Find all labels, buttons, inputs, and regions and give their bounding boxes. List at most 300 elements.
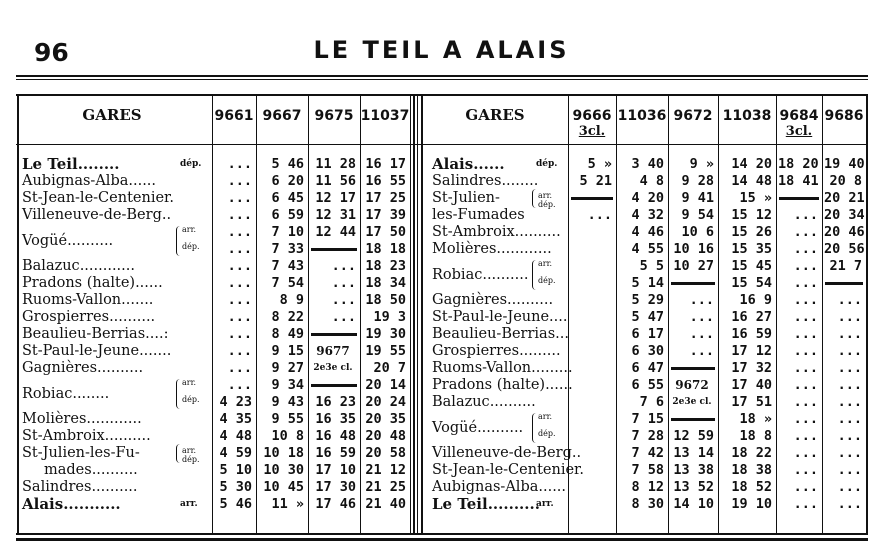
time-cell: 16 35 — [315, 411, 356, 427]
station-name — [432, 462, 584, 479]
station-row — [0, 241, 883, 258]
train-number: 9686 — [824, 108, 864, 124]
arr-dep-label: arr. — [182, 225, 197, 234]
station-name-text: Molières — [432, 241, 497, 257]
leader-dots: .......... — [482, 267, 529, 283]
time-cell: ... — [227, 343, 252, 359]
train-number: 9666 — [572, 108, 612, 124]
station-row — [0, 343, 883, 360]
station-row — [0, 190, 883, 207]
station-row — [0, 479, 883, 496]
time-cell: ... — [837, 360, 862, 376]
connection-note: 2e3e cl. — [313, 363, 353, 373]
station-name — [432, 479, 567, 496]
time-cell: 5 10 — [219, 462, 252, 478]
arr-dep-label: arr. — [180, 499, 198, 509]
leader-dots: .......... — [507, 292, 554, 308]
time-cell: ... — [837, 462, 862, 478]
time-cell: 16 23 — [315, 394, 356, 410]
station-name-text: St-Jean-le-Centenier. — [22, 190, 174, 206]
station-name-text: Pradons (halte) — [432, 377, 546, 393]
arr-dep-label: dép. — [538, 199, 556, 209]
time-cell: 5 47 — [631, 309, 664, 325]
train-number: 9672 — [673, 108, 713, 124]
time-cell: ... — [227, 377, 252, 393]
station-name — [432, 207, 560, 224]
time-cell: 7 43 — [271, 258, 304, 274]
station-name-text: Gagnières — [432, 292, 508, 308]
train-number: 11036 — [617, 108, 667, 124]
train-number-header — [308, 108, 360, 124]
station-name — [432, 343, 560, 360]
station-name-text: St-Julien-les-Fu- — [22, 445, 140, 461]
train-number: 11037 — [360, 108, 410, 124]
station-name-text: Grospierres — [432, 343, 520, 359]
time-cell: 18 34 — [365, 275, 406, 291]
station-name-text: Le Teil — [432, 495, 488, 513]
time-cell: 16 48 — [315, 428, 356, 444]
time-cell: 4 59 — [219, 445, 252, 461]
time-cell: ... — [793, 275, 818, 291]
leader-dots: .......... — [104, 428, 151, 444]
train-number-header — [568, 108, 616, 139]
time-cell: ... — [793, 224, 818, 240]
time-cell: 4 48 — [219, 428, 252, 444]
time-cell — [570, 462, 612, 479]
station-name-text: Le Teil — [22, 155, 78, 173]
station-row — [0, 309, 883, 326]
time-cell — [570, 394, 612, 411]
time-cell: 20 8 — [829, 173, 862, 189]
time-cell: 5 14 — [631, 275, 664, 291]
time-cell: 17 50 — [365, 224, 406, 240]
time-cell — [570, 479, 612, 496]
station-name-text: Grospierres — [22, 309, 110, 325]
time-cell — [570, 292, 612, 309]
time-cell: 21 40 — [365, 496, 406, 512]
station-name — [432, 360, 573, 377]
arr-dep-label: dép. — [182, 395, 200, 404]
leader-dots: .......... — [97, 360, 144, 376]
time-cell: ... — [793, 428, 818, 444]
time-cell — [570, 428, 612, 445]
time-cell: ... — [331, 292, 356, 308]
leader-dots: ........... — [63, 495, 121, 513]
time-cell: 7 28 — [631, 428, 664, 444]
leader-dots: .......... — [91, 479, 138, 495]
time-cell: 16 59 — [731, 326, 772, 342]
time-cell: 19 55 — [365, 343, 406, 359]
station-row — [0, 292, 883, 309]
train-number-header — [256, 108, 308, 124]
station-row — [0, 462, 883, 479]
gares-header: GARES — [465, 106, 525, 124]
time-cell: ... — [227, 156, 252, 172]
time-cell: ... — [793, 207, 818, 223]
leader-dots: ....: — [145, 326, 169, 342]
time-cell: 11 28 — [315, 156, 356, 172]
time-cell: 9 15 — [271, 343, 304, 359]
time-cell: 5 46 — [219, 496, 252, 512]
leader-dots: ....... — [121, 292, 154, 308]
time-cell: 7 10 — [271, 224, 304, 240]
station-name-text: St-Paul-le-Jeune. — [432, 309, 554, 325]
time-cell — [570, 343, 612, 360]
station-row — [0, 326, 883, 343]
station-name-text: Robiac — [432, 267, 483, 283]
station-name-text: St-Julien- — [432, 190, 500, 206]
arr-dep-label: dép. — [536, 159, 558, 169]
station-name — [432, 377, 573, 394]
train-number-header — [776, 108, 822, 139]
time-cell: 20 56 — [824, 241, 865, 257]
header-bottom-rule — [16, 144, 868, 145]
station-name-text: Pradons (halte) — [22, 275, 136, 291]
time-cell: 17 51 — [731, 394, 772, 410]
time-cell: 9 34 — [271, 377, 304, 393]
station-name-text: Vogüé — [432, 420, 478, 436]
time-cell: 21 12 — [365, 462, 406, 478]
time-cell: 5 21 — [579, 173, 612, 189]
time-cell — [570, 224, 612, 241]
station-name-text: St-Paul-le-Jeune — [22, 343, 140, 359]
time-cell: 8 49 — [271, 326, 304, 342]
time-cell — [570, 496, 612, 513]
time-cell: 4 8 — [639, 173, 664, 189]
train-number-header — [668, 108, 718, 124]
station-name-text: Alais — [22, 495, 64, 513]
connection-note: 9677 — [316, 344, 350, 358]
station-name — [432, 241, 560, 258]
time-cell: 20 14 — [365, 377, 406, 393]
brace — [532, 189, 537, 208]
station-name-text: Robiac — [22, 386, 73, 402]
leader-dots: .......... — [67, 233, 114, 249]
time-cell: ... — [837, 343, 862, 359]
time-cell: 20 46 — [824, 224, 865, 240]
station-name-text: Beaulieu-Berrias — [432, 326, 556, 342]
arr-dep-label: arr. — [182, 446, 197, 455]
no-service-bar — [671, 367, 715, 370]
time-cell: 10 16 — [673, 241, 714, 257]
time-cell: 15 45 — [731, 258, 772, 274]
time-cell: 10 27 — [673, 258, 714, 274]
station-name — [432, 394, 560, 411]
time-cell: 5 29 — [631, 292, 664, 308]
time-cell: ... — [793, 309, 818, 325]
time-cell: ... — [227, 241, 252, 257]
class-label: 3cl. — [785, 124, 813, 139]
time-cell: 6 30 — [631, 343, 664, 359]
time-cell: 4 55 — [631, 241, 664, 257]
station-name-text: St-Jean-le-Centenier. — [432, 462, 584, 478]
time-cell — [570, 275, 612, 292]
time-cell — [570, 326, 612, 343]
time-cell: 14 10 — [673, 496, 714, 512]
station-name — [432, 190, 530, 207]
arr-dep-label: arr. — [538, 412, 553, 421]
time-cell: 16 9 — [739, 292, 772, 308]
time-cell: ... — [793, 377, 818, 393]
time-cell: 6 20 — [271, 173, 304, 189]
time-cell: 18 38 — [731, 462, 772, 478]
time-cell: 5 » — [587, 156, 612, 172]
time-cell: 3 40 — [631, 156, 664, 172]
time-cell: ... — [689, 326, 714, 342]
time-cell: 10 18 — [263, 445, 304, 461]
station-name — [432, 224, 560, 241]
leader-dots: ...... — [545, 377, 573, 393]
time-cell: 5 5 — [639, 258, 664, 274]
gares-header: GARES — [82, 106, 142, 124]
time-cell: 4 35 — [219, 411, 252, 427]
arr-dep-label: arr. — [538, 259, 553, 268]
time-cell: ... — [689, 309, 714, 325]
time-cell: 16 59 — [315, 445, 356, 461]
time-cell: 21 7 — [829, 258, 862, 274]
leader-dots: ......... — [519, 343, 561, 359]
time-cell: ... — [793, 258, 818, 274]
time-cell: 17 39 — [365, 207, 406, 223]
time-cell: ... — [227, 292, 252, 308]
time-cell: 18 23 — [365, 258, 406, 274]
arr-dep-label: dép. — [180, 159, 202, 169]
station-name-text: St-Ambroix — [432, 224, 515, 240]
time-cell: 19 40 — [824, 156, 865, 172]
time-cell: ... — [837, 479, 862, 495]
time-cell: 10 8 — [271, 428, 304, 444]
time-cell: ... — [227, 326, 252, 342]
time-cell: ... — [793, 394, 818, 410]
time-cell: 20 7 — [373, 360, 406, 376]
station-row — [0, 258, 883, 292]
title-rule-thin — [16, 79, 868, 80]
time-cell: 15 26 — [731, 224, 772, 240]
time-cell: ... — [793, 479, 818, 495]
station-name-text: mades — [44, 462, 92, 478]
time-cell: ... — [227, 309, 252, 325]
time-cell: ... — [837, 445, 862, 461]
bottom-rule — [16, 533, 868, 535]
time-cell: ... — [793, 445, 818, 461]
time-cell: 7 54 — [271, 275, 304, 291]
time-cell: 7 15 — [631, 411, 664, 427]
time-cell: 8 12 — [631, 479, 664, 495]
station-name-text: Beaulieu-Berrias — [22, 326, 146, 342]
time-cell: ... — [227, 190, 252, 206]
time-cell: ... — [837, 326, 862, 342]
time-cell: 4 20 — [631, 190, 664, 206]
time-cell: ... — [837, 394, 862, 410]
station-row — [0, 360, 883, 377]
time-cell — [570, 258, 612, 275]
time-cell: 20 24 — [365, 394, 406, 410]
time-cell: 9 55 — [271, 411, 304, 427]
train-number: 9675 — [314, 108, 354, 124]
connection-note: 2e3e cl. — [672, 397, 712, 407]
no-service-bar — [779, 197, 819, 200]
time-cell: ... — [227, 224, 252, 240]
time-cell — [570, 377, 612, 394]
station-name-text: Villeneuve-de-Berg — [22, 207, 162, 223]
time-cell: 8 30 — [631, 496, 664, 512]
time-cell: ... — [331, 309, 356, 325]
station-row — [0, 207, 883, 224]
leader-dots: .. — [571, 445, 582, 461]
time-cell: ... — [793, 496, 818, 512]
station-name-text: Aubignas-Alba — [432, 479, 539, 495]
time-cell: 13 38 — [673, 462, 714, 478]
train-number-header — [212, 108, 256, 124]
time-cell: 11 » — [271, 496, 304, 512]
time-cell: 15 35 — [731, 241, 772, 257]
time-cell: 9 » — [689, 156, 714, 172]
time-cell: 4 23 — [219, 394, 252, 410]
leader-dots: ...... — [538, 479, 567, 495]
station-name-text: les-Fumades — [432, 207, 525, 223]
time-cell: 7 42 — [631, 445, 664, 461]
station-name-text: Alais — [432, 155, 474, 173]
time-cell: 8 22 — [271, 309, 304, 325]
leader-dots: ......... — [531, 360, 573, 376]
time-cell: 19 10 — [731, 496, 772, 512]
station-name-text: Salindres — [432, 173, 502, 189]
time-cell: 18 20 — [778, 156, 819, 172]
header-top-rule — [16, 94, 868, 96]
time-cell: 12 31 — [315, 207, 356, 223]
time-cell: 6 59 — [271, 207, 304, 223]
time-cell: ... — [793, 360, 818, 376]
time-cell: 14 48 — [731, 173, 772, 189]
time-cell: 17 40 — [731, 377, 772, 393]
train-number-header — [360, 108, 410, 124]
time-cell: ... — [837, 496, 862, 512]
time-cell: 21 25 — [365, 479, 406, 495]
time-cell: ... — [331, 275, 356, 291]
leader-dots: ........ — [501, 173, 539, 189]
leader-dots: .......... — [514, 224, 561, 240]
time-cell: ... — [227, 258, 252, 274]
station-row — [0, 496, 883, 513]
time-cell: 5 46 — [271, 156, 304, 172]
time-cell: 9 43 — [271, 394, 304, 410]
leader-dots: ........ — [72, 386, 110, 402]
brace — [532, 413, 537, 443]
time-cell: 18 » — [739, 411, 772, 427]
leader-dots: ............ — [496, 241, 552, 257]
time-cell: ... — [689, 292, 714, 308]
station-row — [0, 411, 883, 445]
station-name-text: Vogüé — [22, 233, 68, 249]
train-number: 9661 — [214, 108, 254, 124]
station-name-text: Villeneuve-de-Berg — [432, 445, 572, 461]
station-row — [0, 156, 883, 173]
train-number-header — [718, 108, 776, 124]
station-name — [432, 292, 560, 309]
no-service-bar — [671, 282, 715, 285]
leader-dots: ...... — [128, 173, 157, 189]
arr-dep-label: arr. — [182, 378, 197, 387]
leader-dots: ...... — [473, 155, 505, 173]
time-cell: 18 41 — [778, 173, 819, 189]
time-cell: ... — [793, 462, 818, 478]
station-name-text: Aubignas-Alba — [22, 173, 129, 189]
leader-dots: ............ — [86, 411, 142, 427]
time-cell: 15 54 — [731, 275, 772, 291]
station-row — [0, 377, 883, 394]
time-cell: 20 48 — [365, 428, 406, 444]
time-cell: 17 46 — [315, 496, 356, 512]
time-cell: 19 3 — [373, 309, 406, 325]
leader-dots: ....... — [139, 343, 172, 359]
leader-dots: .......... — [477, 420, 524, 436]
time-cell: 20 58 — [365, 445, 406, 461]
time-cell — [570, 411, 612, 428]
arr-dep-label: dép. — [538, 429, 556, 438]
station-name — [432, 420, 530, 437]
no-service-bar — [671, 418, 715, 421]
time-cell: 14 20 — [731, 156, 772, 172]
time-cell: 6 45 — [271, 190, 304, 206]
station-name-text: Molières — [22, 411, 87, 427]
time-cell: ... — [837, 377, 862, 393]
time-cell: 20 35 — [365, 411, 406, 427]
train-number: 9684 — [779, 108, 819, 124]
leader-dots: ........ — [77, 155, 120, 173]
time-cell: ... — [793, 411, 818, 427]
time-cell: 20 21 — [824, 190, 865, 206]
time-cell: 17 25 — [365, 190, 406, 206]
bottom-rule-thick — [16, 538, 868, 541]
time-cell: 9 41 — [681, 190, 714, 206]
arr-dep-label: dép. — [182, 242, 200, 251]
station-name — [432, 309, 568, 326]
station-name-text: St-Ambroix — [22, 428, 105, 444]
time-cell — [570, 360, 612, 377]
time-cell: ... — [227, 360, 252, 376]
leader-dots: ............ — [79, 258, 135, 274]
station-name — [432, 445, 582, 462]
time-cell: 17 10 — [315, 462, 356, 478]
time-cell: 19 30 — [365, 326, 406, 342]
arr-dep-label: arr. — [536, 499, 554, 509]
train-number: 9667 — [262, 108, 302, 124]
train-number: 11038 — [722, 108, 772, 124]
time-cell: 18 8 — [739, 428, 772, 444]
leader-dots: ... — [555, 326, 569, 342]
no-service-bar — [571, 197, 613, 200]
title-rule — [16, 75, 868, 77]
time-cell: ... — [837, 309, 862, 325]
time-cell: 7 33 — [271, 241, 304, 257]
train-number-header — [616, 108, 668, 124]
time-cell: ... — [227, 207, 252, 223]
station-name-text: Ruoms-Vallon — [432, 360, 532, 376]
time-cell: 8 9 — [279, 292, 304, 308]
time-cell: ... — [793, 292, 818, 308]
time-cell: ... — [837, 292, 862, 308]
time-cell: 12 44 — [315, 224, 356, 240]
time-cell: 12 17 — [315, 190, 356, 206]
time-cell: 7 6 — [639, 394, 664, 410]
station-name — [432, 267, 530, 284]
time-cell: ... — [227, 173, 252, 189]
leader-dots: .. — [161, 207, 172, 223]
station-name-text: Gagnières — [22, 360, 98, 376]
station-name-text: Ruoms-Vallon — [22, 292, 122, 308]
station-name — [432, 173, 560, 190]
time-cell: 18 50 — [365, 292, 406, 308]
